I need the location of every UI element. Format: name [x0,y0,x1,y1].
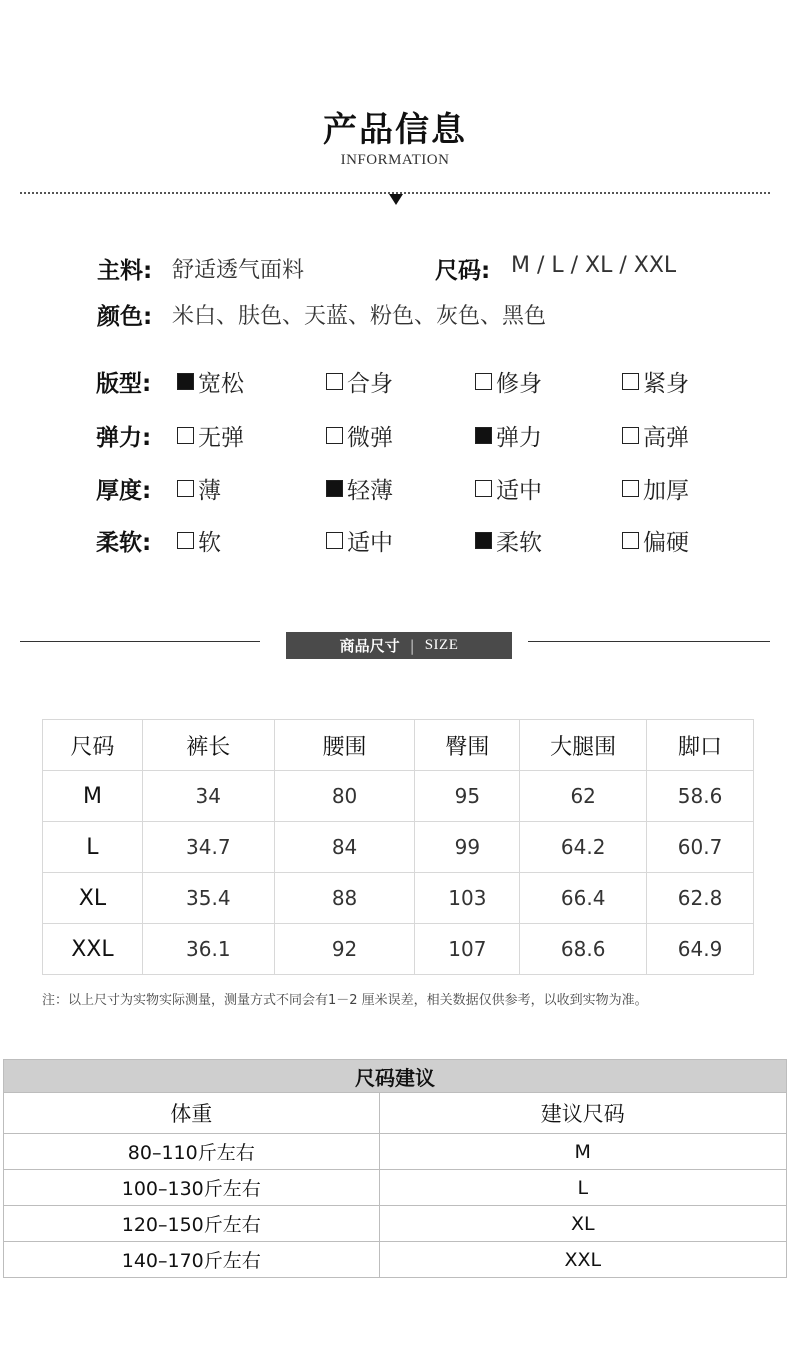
header-cell: 腰围 [274,720,415,771]
table-cell: 99 [415,822,520,873]
attribute-option [177,419,244,452]
unchecked-box-icon [622,480,639,497]
checked-box-icon [475,532,492,549]
header-cell: 建议尺码 [379,1093,786,1134]
table-row [43,873,754,924]
divider-right [528,641,770,642]
table-cell: M [379,1134,786,1170]
attribute-option-label: 适中 [496,478,542,504]
size-label: 尺码: [435,258,491,284]
header-cell: 大腿围 [520,720,647,771]
attribute-option [326,472,393,505]
header-cell: 尺码 [43,720,143,771]
attribute-option-label: 宽松 [198,371,244,397]
table-cell: XL [379,1206,786,1242]
table-cell: 100–130斤左右 [4,1170,380,1206]
unchecked-box-icon [326,373,343,390]
attribute-option [326,524,393,557]
attribute-option-label: 修身 [496,371,542,397]
unchecked-box-icon [622,427,639,444]
table-cell: 60.7 [647,822,754,873]
table-row [43,822,754,873]
table-cell: 62.8 [647,873,754,924]
attr-label-fit: 版型: [96,371,152,397]
unchecked-box-icon [177,480,194,497]
table-cell: 34.7 [142,822,274,873]
table-cell: L [43,822,143,873]
header-cell: 臀围 [415,720,520,771]
checked-box-icon [475,427,492,444]
table-cell: XXL [379,1242,786,1278]
table-cell: 88 [274,873,415,924]
table-row [43,771,754,822]
attr-label-softness: 柔软: [96,530,152,556]
table-cell: M [43,771,143,822]
table-cell: 58.6 [647,771,754,822]
attribute-option-label: 软 [198,530,221,556]
table-cell: 34 [142,771,274,822]
attribute-option [475,472,542,505]
attr-label-thickness: 厚度: [96,478,152,504]
size-section-banner [286,632,512,659]
attribute-option-label: 偏硬 [643,530,689,556]
attribute-option-label: 高弹 [643,425,689,451]
table-row [4,1206,787,1242]
table-cell: 120–150斤左右 [4,1206,380,1242]
header-cell: 体重 [4,1093,380,1134]
attribute-option-label: 适中 [347,530,393,556]
checked-box-icon [177,373,194,390]
material-value: 舒适透气面料 [172,258,305,283]
unchecked-box-icon [326,427,343,444]
table-cell: XL [43,873,143,924]
attr-label-elasticity: 弹力: [96,425,152,451]
attribute-option [177,365,244,398]
attribute-option [177,472,221,505]
attribute-option-label: 柔软 [496,530,542,556]
table-cell: 95 [415,771,520,822]
attribute-option-label: 薄 [198,478,221,504]
checked-box-icon [326,480,343,497]
table-row [4,1170,787,1206]
table-cell: 35.4 [142,873,274,924]
attribute-option-label: 无弹 [198,425,244,451]
size-table-header [43,720,754,771]
table-cell: 62 [520,771,647,822]
attribute-option-label: 合身 [347,371,393,397]
attribute-option [622,472,689,505]
table-cell: 140–170斤左右 [4,1242,380,1278]
table-cell: 80 [274,771,415,822]
recommendation-title: 尺码建议 [4,1060,787,1093]
table-cell: L [379,1170,786,1206]
table-cell: 92 [274,924,415,975]
table-cell: 107 [415,924,520,975]
attribute-option [475,524,542,557]
attribute-option-label: 弹力 [496,425,542,451]
table-cell: 64.9 [647,924,754,975]
color-value: 米白、肤色、天蓝、粉色、灰色、黑色 [172,304,547,329]
unchecked-box-icon [326,532,343,549]
attribute-option [622,524,689,557]
attribute-option-label: 轻薄 [347,478,393,504]
size-section-title-cn: 商品尺寸 [339,637,400,655]
size-section-title-en: SIZE [424,637,459,653]
attribute-option [622,365,689,398]
attribute-option [475,365,542,398]
table-row [4,1134,787,1170]
table-cell: 103 [415,873,520,924]
attribute-option-label: 紧身 [643,371,689,397]
attribute-option [326,365,393,398]
unchecked-box-icon [622,532,639,549]
table-cell: 80–110斤左右 [4,1134,380,1170]
table-row [4,1242,787,1278]
page-subtitle: INFORMATION [340,152,450,168]
table-cell: 68.6 [520,924,647,975]
table-cell: 84 [274,822,415,873]
unchecked-box-icon [177,532,194,549]
unchecked-box-icon [475,373,492,390]
table-cell: 66.4 [520,873,647,924]
size-value: M / L / XL / XXL [511,253,677,278]
color-label: 颜色: [97,304,153,330]
page-title: 产品信息 [323,110,467,150]
size-recommendation-table [3,1059,787,1278]
table-cell: 36.1 [142,924,274,975]
measurement-note: 注：以上尺寸为实物实际测量，测量方式不同会有1－2 厘米误差，相关数据仅供参考，以收到实物为准。 [42,993,648,1008]
material-label: 主料: [97,258,153,284]
table-row [43,924,754,975]
unchecked-box-icon [475,480,492,497]
attribute-option-label: 微弹 [347,425,393,451]
header-cell: 脚口 [647,720,754,771]
triangle-down-icon [389,194,403,205]
table-cell: 64.2 [520,822,647,873]
attribute-option [622,419,689,452]
unchecked-box-icon [177,427,194,444]
unchecked-box-icon [622,373,639,390]
attribute-option [326,419,393,452]
attribute-option [177,524,221,557]
table-cell: XXL [43,924,143,975]
size-table [42,719,754,975]
divider-left [20,641,260,642]
size-section-separator: | [409,636,415,655]
attribute-option-label: 加厚 [643,478,689,504]
attribute-option [475,419,542,452]
header-cell: 裤长 [142,720,274,771]
